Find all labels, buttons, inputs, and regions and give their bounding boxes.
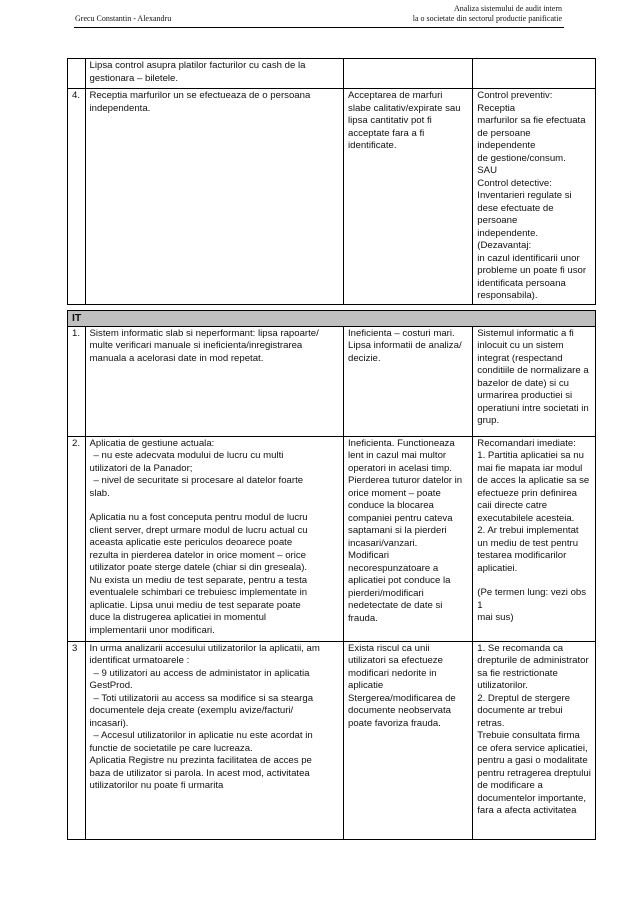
cell-line: persoane [477, 215, 518, 226]
cell-line: bazelor de date) si cu [477, 377, 569, 389]
cell-line: companiei pentru cateva [348, 512, 453, 524]
cell-line: acceptate fara a fi [348, 127, 425, 139]
cell-line: Aplicatia Registre nu prezinta facilitatea de acces pe [89, 755, 312, 766]
cell-line: – nivel de securitate si procesare al datelor foarte [93, 475, 304, 486]
cell-line: inlocuit cu un sistem [477, 340, 564, 351]
cell-line: mai fie mapata iar modul [477, 462, 583, 474]
cell-line: Inventarieri regulate si [477, 190, 572, 201]
cell-line: marfurilor sa fie efectuata [477, 115, 586, 126]
cell-line: duce la distrugerea aplicatiei in momentul [89, 612, 267, 623]
cell-line: frauda. [348, 612, 378, 624]
cell-line: documentele deja create (exemplu avize/facturi/ [89, 705, 294, 716]
cell-line: Sistem informatic slab si neperformant: lipsa rapoarte/ [89, 327, 319, 339]
finding-cell [85, 59, 344, 89]
cell-line: utilizator poate sterge datele (chiar si din greseala). [89, 562, 308, 573]
recommendation-cell [473, 89, 596, 305]
cell-line: aplicatie. Lipsa unui mediu de test separate poate [89, 599, 301, 611]
recommendation-cell [473, 59, 596, 89]
table-row [68, 89, 596, 305]
header-title-line1: Analiza sistemului de audit intern [454, 4, 562, 13]
cell-line: de persoane independente [477, 127, 536, 151]
cell-line: Control detective: [477, 177, 552, 189]
cell-line: pentru retragerea dreptului [477, 767, 591, 779]
cell-line: Lipsa informatii de analiza/ [348, 340, 462, 351]
finding-cell [85, 326, 344, 436]
cell-line: (Pe termen lung: vezi obs 1 [477, 587, 587, 611]
cell-line: Control preventiv: Receptia [477, 90, 553, 114]
header-title-line2: la o societate din sectorul productie panificatie [412, 14, 562, 23]
findings-table-it [67, 310, 596, 840]
cell-line: de gestione/consum. [477, 152, 566, 164]
cell-line: un mediu de test pentru [477, 537, 579, 549]
cell-line: drepturile de administrator [477, 655, 589, 666]
risk-cell [344, 59, 473, 89]
cell-line: SAU [477, 165, 498, 176]
cell-line: multe verificari manuale si ineficienta/inregistrarea [89, 340, 303, 351]
cell-line: Stergerea/modificarea de [348, 692, 456, 704]
cell-line: aceasta aplicatie este periculos deoarece poate [89, 537, 293, 548]
cell-line [477, 575, 591, 587]
cell-line: executabilele acesteia. [477, 512, 575, 524]
cell-line: Ineficienta. Functioneaza [348, 437, 455, 449]
page-header [0, 0, 638, 30]
finding-cell [85, 641, 344, 839]
cell-line: utilizatorilor. [477, 680, 528, 691]
cell-line: Aplicatia de gestiune actuala: [89, 437, 215, 449]
risk-cell [344, 89, 473, 305]
table-row [68, 436, 596, 641]
cell-line: 2. Dreptul de stergere [477, 692, 571, 704]
cell-line: grup. [477, 415, 500, 426]
cell-line: operatiuni intre societati in [477, 402, 589, 414]
risk-cell [344, 326, 473, 436]
cell-line: utilizatori sa efectueze [348, 655, 443, 666]
cell-line: urmarirea productiei si [477, 390, 573, 401]
cell-line: Pierderea tuturor datelor in [348, 475, 463, 486]
recommendation-cell [473, 641, 596, 839]
cell-line: gestionara – biletele. [89, 72, 179, 84]
cell-line: fara a afecta activitatea [477, 805, 577, 816]
cell-line: – Accesul utilizatorilor in aplicatie nu este acordat in [93, 730, 313, 741]
cell-line: testarea modificarilor [477, 550, 567, 561]
cell-line: slabe calitativ/expirate sau [348, 102, 461, 114]
cell-line [90, 500, 340, 512]
cell-line: documente neobservata [348, 705, 451, 716]
cell-line: Lipsa control asupra platilor facturilor cu cash de la [89, 60, 306, 71]
cell-line: lipsa cantitativ pot fi [348, 115, 432, 126]
cell-line: Sistemul informatic a fi [477, 327, 574, 339]
cell-line: pentru a gasi o modalitate [477, 755, 588, 766]
cell-line: modificari nedorite in [348, 667, 437, 679]
recommendation-cell [473, 436, 596, 641]
cell-line: aplicatiei pot conduce la [348, 575, 451, 586]
cell-line: functie de societatile pe care lucreaza. [89, 742, 253, 754]
table-row [68, 641, 596, 839]
cell-line: eventualele schimbari ce trebuiesc implementate in [89, 587, 308, 598]
cell-line: independenta. [89, 102, 151, 114]
cell-line: Nu exista un mediu de test separate, pentru a testa [89, 574, 308, 586]
risk-cell [344, 641, 473, 839]
cell-line: aplicatiei. [477, 562, 518, 574]
cell-line: pierderi/modificari [348, 587, 424, 599]
header-author: Grecu Constantin - Alexandru [75, 14, 172, 23]
cell-line: identificata persoana [477, 277, 566, 289]
row-number: 3 [68, 641, 86, 839]
findings-table-1 [67, 58, 596, 305]
cell-line: saptamani si la pierderi [348, 525, 447, 536]
cell-line: GestProd. [89, 680, 133, 691]
cell-line: – Toti utilizatorii au access sa modifice si sa stearga [93, 692, 314, 704]
table-row [68, 59, 596, 89]
row-number: 1. [68, 326, 86, 436]
cell-line: independente.(Dezavantaj: [477, 227, 539, 251]
cell-line: 1. Partitia aplicatiei sa nu [477, 450, 584, 461]
cell-line: 1. Se recomanda ca [477, 642, 564, 654]
header-title [413, 4, 562, 24]
cell-line: baza de utilizator si parola. In acest mod, activitatea [89, 767, 310, 779]
cell-line: utilizatori de la Panador; [89, 462, 193, 474]
cell-line: identificate. [348, 140, 397, 151]
cell-line: 2. Ar trebui implementat [477, 525, 579, 536]
cell-line: in cazul identificarii unor [477, 252, 580, 264]
cell-line: mai sus) [477, 612, 514, 623]
cell-line: lent in cazul mai multor [348, 450, 447, 461]
cell-line: implementarii unor modificari. [89, 624, 215, 636]
cell-line: slab. [89, 487, 110, 499]
section-header-row [68, 311, 596, 327]
cell-line: caii directe catre [477, 500, 548, 511]
row-number: 2. [68, 436, 86, 641]
cell-line: Receptia marfurilor un se efectueaza de o persoana [89, 90, 311, 101]
row-number: 4. [68, 89, 86, 305]
section-title: IT [68, 311, 596, 327]
cell-line: Recomandari imediate: [477, 437, 576, 449]
cell-line: Trebuie consultata firma [477, 730, 580, 741]
cell-line: Acceptarea de marfuri [348, 90, 443, 101]
cell-line: de modificare a [477, 780, 543, 791]
cell-line: conditiile de normalizare a [477, 365, 589, 376]
cell-line: aplicatie [348, 680, 384, 691]
cell-line: utilizatorilor nu poate fi urmarita [89, 780, 224, 791]
cell-line: client server, drept urmare modul de lucru actual cu [89, 524, 308, 536]
cell-line: operatori in acelasi timp. [348, 462, 452, 474]
cell-line: – 9 utilizatori au access de administator in aplicatia [93, 667, 310, 679]
cell-line: Aplicatia nu a fost conceputa pentru modul de lucru [89, 512, 308, 523]
header-divider [74, 27, 564, 28]
row-number [68, 59, 86, 89]
cell-line: decizie. [348, 352, 381, 364]
cell-line: de acces la aplicatie sa se [477, 475, 590, 486]
cell-line: Exista riscul ca unii [348, 642, 430, 654]
cell-line: incasari). [89, 717, 129, 729]
cell-line: nedetectate de date si [348, 600, 443, 611]
cell-line: identificat urmatoarele : [89, 655, 190, 666]
cell-line: efectueze prin definirea [477, 487, 577, 499]
cell-line: incasari/vanzari. [348, 537, 418, 549]
cell-line: – nu este adecvata modului de lucru cu multi [93, 450, 284, 461]
cell-line: documente ar trebui retras. [477, 705, 563, 729]
recommendation-cell [473, 326, 596, 436]
cell-line: sa fie restrictionate [477, 667, 558, 679]
cell-line: dese efectuate de [477, 202, 554, 214]
cell-line: integrat (respectand [477, 352, 563, 364]
cell-line: conduce la blocarea [348, 500, 434, 511]
cell-line: orice moment – poate [348, 487, 441, 499]
cell-line: responsabila). [477, 290, 538, 301]
cell-line: In urma analizarii accesului utilizatorilor la aplicatii, am [89, 642, 320, 654]
finding-cell [85, 89, 344, 305]
risk-cell [344, 436, 473, 641]
cell-line: probleme un poate fi usor [477, 265, 587, 276]
table-row [68, 326, 596, 436]
finding-cell [85, 436, 344, 641]
cell-line: poate favoriza frauda. [348, 717, 441, 729]
cell-line: documentelor importante, [477, 792, 587, 804]
cell-line: manuala a acelorasi date in mod repetat. [89, 352, 264, 364]
cell-line: necorespunzatoare a [348, 562, 439, 574]
cell-line: rezulta in pierderea datelor in orice moment – orice [89, 549, 307, 561]
cell-line: ce ofera service aplicatiei, [477, 742, 588, 754]
cell-line: Ineficienta – costuri mari. [348, 327, 455, 339]
cell-line: Modificari [348, 550, 390, 561]
